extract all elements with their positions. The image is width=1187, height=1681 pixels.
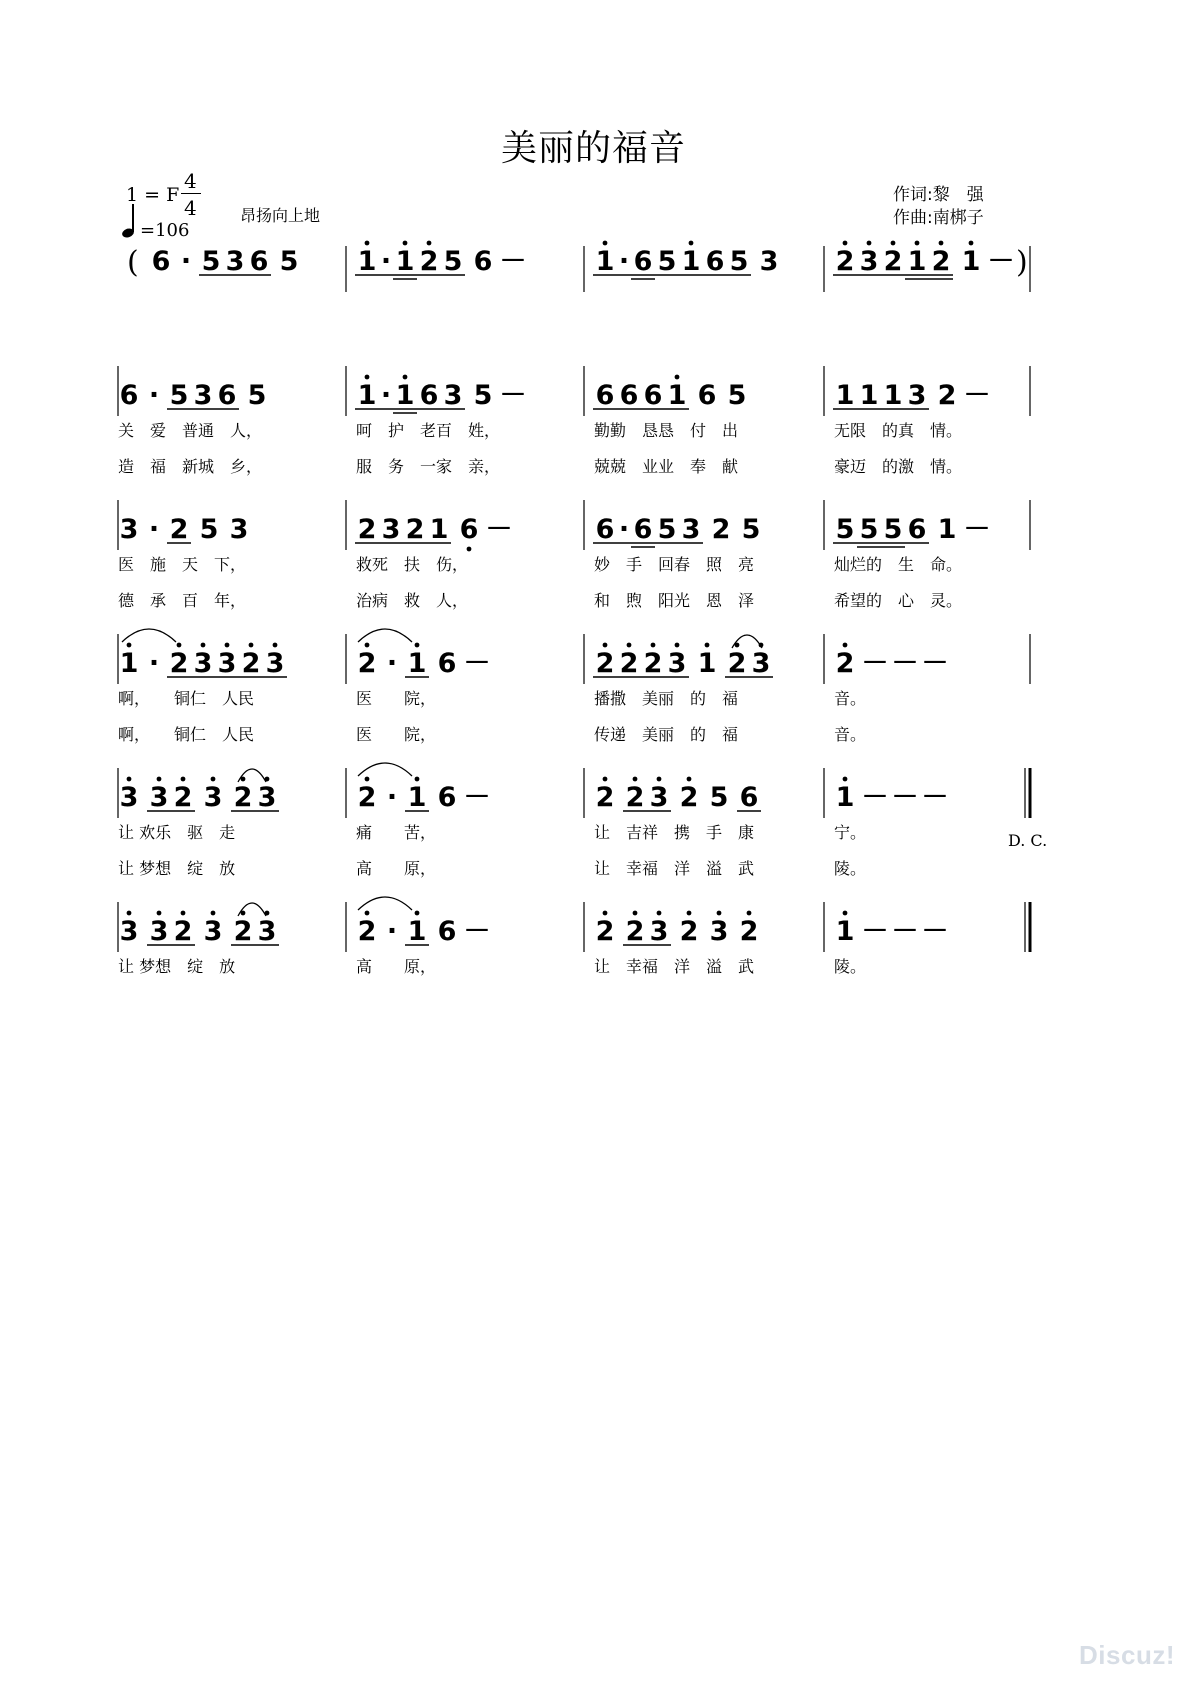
note-digit: 3 xyxy=(381,514,401,545)
lyric-line: 兢兢 业业 奉 献 xyxy=(594,457,739,476)
lyricist-credit: 作词:黎 强 xyxy=(893,185,984,205)
note-digit: 1 xyxy=(961,246,981,277)
octave-high-dot xyxy=(365,911,370,916)
note-digit: 5 xyxy=(201,246,221,277)
octave-high-dot xyxy=(603,643,608,648)
note-digit: 3 xyxy=(443,380,463,411)
note-digit: 5 xyxy=(859,514,879,545)
note-digit: 3 xyxy=(229,514,249,545)
note-digit: 1 xyxy=(907,246,927,277)
note-digit: 5 xyxy=(835,514,855,545)
note-digit: 3 xyxy=(681,514,701,545)
note-digit: 5 xyxy=(199,514,219,545)
octave-high-dot xyxy=(675,643,680,648)
note-digit: 1 xyxy=(681,246,701,277)
dash-mark: － xyxy=(963,514,991,545)
note-digit: 6 xyxy=(419,380,439,411)
note-digit: 3 xyxy=(265,648,285,679)
augmentation-dot: · xyxy=(148,380,160,411)
dash-mark: － xyxy=(963,380,991,411)
octave-high-dot xyxy=(689,241,694,246)
augmentation-dot: · xyxy=(148,514,160,545)
note-digit: 1 xyxy=(429,514,449,545)
octave-high-dot xyxy=(225,643,230,648)
lyric-line: 高 原， xyxy=(356,859,437,878)
lyric-line: 医 院， xyxy=(356,725,437,744)
note-digit: 6 xyxy=(249,246,269,277)
lyric-line: 豪迈 的激 情。 xyxy=(834,457,963,476)
octave-high-dot xyxy=(657,911,662,916)
note-digit: 2 xyxy=(357,648,377,679)
dash-mark: － xyxy=(891,782,919,813)
lyric-line: 希望的 心 灵。 xyxy=(834,591,963,610)
octave-high-dot xyxy=(177,643,182,648)
octave-high-dot xyxy=(157,777,162,782)
octave-high-dot xyxy=(365,777,370,782)
note-digit: 6 xyxy=(619,380,639,411)
note-digit: 2 xyxy=(835,246,855,277)
dash-mark: － xyxy=(891,916,919,947)
lyric-line: 造 福 新城 乡， xyxy=(118,457,263,476)
lyric-line: 治病 救 人， xyxy=(356,591,469,610)
note-digit: 1 xyxy=(835,380,855,411)
lyric-line: 让 梦想 绽 放 xyxy=(118,859,236,878)
octave-high-dot xyxy=(273,643,278,648)
note-digit: 6 xyxy=(739,782,759,813)
octave-high-dot xyxy=(687,911,692,916)
note-digit: 2 xyxy=(357,514,377,545)
note-digit: 2 xyxy=(883,246,903,277)
octave-high-dot xyxy=(915,241,920,246)
intro-open-paren: ( xyxy=(127,245,139,280)
octave-high-dot xyxy=(747,911,752,916)
lyric-line: 呵 护 老百 姓， xyxy=(356,421,501,440)
note-digit: 2 xyxy=(419,246,439,277)
tempo-marking: =106 xyxy=(140,220,190,241)
note-digit: 3 xyxy=(751,648,771,679)
note-digit: 5 xyxy=(279,246,299,277)
dash-mark: － xyxy=(499,380,527,411)
note-digit: 1 xyxy=(595,246,615,277)
lyric-line: 德 承 百 年， xyxy=(118,591,247,610)
note-digit: 1 xyxy=(357,246,377,277)
octave-high-dot xyxy=(415,643,420,648)
lyric-line: 服 务 一家 亲， xyxy=(356,457,501,476)
note-digit: 6 xyxy=(437,782,457,813)
slur-arc xyxy=(358,629,412,642)
watermark-logo: Discuz! xyxy=(1079,1640,1175,1670)
note-digit: 6 xyxy=(633,514,653,545)
lyric-line: 高 原， xyxy=(356,957,437,976)
note-digit: 5 xyxy=(473,380,493,411)
note-digit: 3 xyxy=(759,246,779,277)
lyric-line: 音。 xyxy=(834,725,867,744)
octave-high-dot xyxy=(127,911,132,916)
note-digit: 6 xyxy=(907,514,927,545)
note-digit: 1 xyxy=(357,380,377,411)
octave-low-dot xyxy=(467,547,472,552)
note-digit: 5 xyxy=(729,246,749,277)
note-digit: 3 xyxy=(649,916,669,947)
octave-high-dot xyxy=(603,241,608,246)
note-digit: 1 xyxy=(395,380,415,411)
lyric-line: 痛 苦， xyxy=(356,823,437,842)
dash-mark: － xyxy=(921,782,949,813)
note-digit: 3 xyxy=(709,916,729,947)
octave-high-dot xyxy=(157,911,162,916)
time-signature-bottom: 4 xyxy=(184,196,197,220)
note-digit: 3 xyxy=(149,916,169,947)
octave-high-dot xyxy=(127,777,132,782)
time-signature-top: 4 xyxy=(184,169,197,193)
octave-high-dot xyxy=(181,777,186,782)
octave-high-dot xyxy=(181,911,186,916)
octave-high-dot xyxy=(211,777,216,782)
lyric-line: 音。 xyxy=(834,689,867,708)
note-digit: 3 xyxy=(119,916,139,947)
note-digit: 6 xyxy=(697,380,717,411)
note-digit: 3 xyxy=(119,514,139,545)
dash-mark: － xyxy=(921,648,949,679)
octave-high-dot xyxy=(427,241,432,246)
lyric-line: 妙 手 回春 照 亮 xyxy=(594,555,755,574)
octave-high-dot xyxy=(717,911,722,916)
note-digit: 5 xyxy=(709,782,729,813)
note-digit: 1 xyxy=(859,380,879,411)
expression-mark: 昂扬向上地 xyxy=(240,206,321,225)
octave-high-dot xyxy=(843,777,848,782)
augmentation-dot: · xyxy=(386,782,398,813)
note-digit: 3 xyxy=(649,782,669,813)
note-digit: 1 xyxy=(697,648,717,679)
slur-arc xyxy=(358,763,412,776)
note-digit: 5 xyxy=(657,246,677,277)
lyric-line: 灿烂的 生 命。 xyxy=(834,555,963,574)
note-digit: 3 xyxy=(257,782,277,813)
key-signature: 1 = F xyxy=(126,184,180,206)
note-digit: 3 xyxy=(149,782,169,813)
note-digit: 5 xyxy=(657,514,677,545)
da-capo-mark: D. C. xyxy=(1008,831,1048,850)
note-digit: 6 xyxy=(643,380,663,411)
note-digit: 6 xyxy=(473,246,493,277)
lyric-line: 医 院， xyxy=(356,689,437,708)
augmentation-dot: · xyxy=(380,246,392,277)
lyric-line: 啊， 铜仁 人民 xyxy=(118,725,255,744)
note-digit: 5 xyxy=(247,380,267,411)
dash-mark: － xyxy=(463,916,491,947)
lyric-line: 啊， 铜仁 人民 xyxy=(118,689,255,708)
note-digit: 5 xyxy=(169,380,189,411)
lyric-line: 宁。 xyxy=(834,823,867,842)
note-digit: 6 xyxy=(119,380,139,411)
note-digit: 6 xyxy=(595,380,615,411)
note-digit: 2 xyxy=(931,246,951,277)
note-digit: 2 xyxy=(727,648,747,679)
note-digit: 2 xyxy=(679,782,699,813)
note-digit: 2 xyxy=(595,782,615,813)
note-digit: 3 xyxy=(225,246,245,277)
note-digit: 2 xyxy=(937,380,957,411)
composer-credit: 作曲:南梆子 xyxy=(893,208,984,228)
dash-mark: － xyxy=(861,916,889,947)
lyric-line: 让 幸福 洋 溢 武 xyxy=(594,859,755,878)
octave-high-dot xyxy=(365,643,370,648)
note-digit: 6 xyxy=(217,380,237,411)
note-digit: 5 xyxy=(883,514,903,545)
octave-high-dot xyxy=(365,241,370,246)
note-digit: 3 xyxy=(203,916,223,947)
octave-high-dot xyxy=(249,643,254,648)
lyric-line: 播撒 美丽 的 福 xyxy=(594,689,739,708)
note-digit: 3 xyxy=(119,782,139,813)
augmentation-dot: · xyxy=(386,916,398,947)
augmentation-dot: · xyxy=(618,246,630,277)
lyric-line: 陵。 xyxy=(834,859,867,878)
dash-mark: － xyxy=(861,782,889,813)
note-digit: 6 xyxy=(437,648,457,679)
note-digit: 3 xyxy=(859,246,879,277)
note-digit: 2 xyxy=(643,648,663,679)
dash-mark: － xyxy=(499,246,527,277)
note-digit: 2 xyxy=(679,916,699,947)
note-digit: 2 xyxy=(241,648,261,679)
octave-high-dot xyxy=(969,241,974,246)
note-digit: 6 xyxy=(595,514,615,545)
octave-high-dot xyxy=(365,375,370,380)
octave-high-dot xyxy=(603,911,608,916)
octave-high-dot xyxy=(657,777,662,782)
octave-high-dot xyxy=(705,643,710,648)
note-digit: 1 xyxy=(835,916,855,947)
note-digit: 3 xyxy=(907,380,927,411)
note-digit: 2 xyxy=(835,648,855,679)
lyric-line: 让 梦想 绽 放 xyxy=(118,957,236,976)
note-digit: 1 xyxy=(395,246,415,277)
lyric-line: 和 煦 阳光 恩 泽 xyxy=(594,591,755,610)
octave-high-dot xyxy=(891,241,896,246)
octave-high-dot xyxy=(633,777,638,782)
note-digit: 2 xyxy=(625,916,645,947)
octave-high-dot xyxy=(403,241,408,246)
note-digit: 2 xyxy=(173,916,193,947)
lyric-line: 无限 的真 情。 xyxy=(834,421,963,440)
dash-mark: － xyxy=(987,246,1015,277)
note-digit: 3 xyxy=(193,380,213,411)
dash-mark: － xyxy=(485,514,513,545)
note-digit: 2 xyxy=(625,782,645,813)
note-digit: 2 xyxy=(739,916,759,947)
note-digit: 2 xyxy=(233,782,253,813)
octave-high-dot xyxy=(627,643,632,648)
lyric-line: 医 施 天 下， xyxy=(118,555,247,574)
intro-close-paren: ) xyxy=(1016,245,1028,280)
octave-high-dot xyxy=(201,643,206,648)
note-digit: 2 xyxy=(619,648,639,679)
note-digit: 1 xyxy=(667,380,687,411)
note-digit: 2 xyxy=(595,648,615,679)
note-digit: 1 xyxy=(937,514,957,545)
octave-high-dot xyxy=(127,643,132,648)
slur-arc xyxy=(358,897,412,910)
note-digit: 5 xyxy=(443,246,463,277)
lyric-line: 救死 扶 伤， xyxy=(356,555,469,574)
octave-high-dot xyxy=(843,643,848,648)
note-digit: 2 xyxy=(405,514,425,545)
octave-high-dot xyxy=(867,241,872,246)
note-digit: 1 xyxy=(407,916,427,947)
note-digit: 3 xyxy=(257,916,277,947)
octave-high-dot xyxy=(415,911,420,916)
lyric-line: 陵。 xyxy=(834,957,867,976)
octave-high-dot xyxy=(211,911,216,916)
augmentation-dot: · xyxy=(386,648,398,679)
note-digit: 1 xyxy=(835,782,855,813)
note-digit: 1 xyxy=(407,782,427,813)
lyric-line: 勤勤 恳恳 付 出 xyxy=(594,421,739,440)
note-digit: 6 xyxy=(459,514,479,545)
octave-high-dot xyxy=(843,241,848,246)
augmentation-dot: · xyxy=(148,648,160,679)
note-digit: 6 xyxy=(705,246,725,277)
lyric-line: 传递 美丽 的 福 xyxy=(594,725,739,744)
octave-high-dot xyxy=(675,375,680,380)
note-digit: 2 xyxy=(233,916,253,947)
lyric-line: 让 幸福 洋 溢 武 xyxy=(594,957,755,976)
octave-high-dot xyxy=(403,375,408,380)
note-digit: 2 xyxy=(169,648,189,679)
note-digit: 6 xyxy=(437,916,457,947)
lyric-line: 关 爱 普通 人， xyxy=(118,421,263,440)
octave-high-dot xyxy=(415,777,420,782)
dash-mark: － xyxy=(463,648,491,679)
note-digit: 3 xyxy=(203,782,223,813)
lyric-line: 让 吉祥 携 手 康 xyxy=(594,823,755,842)
augmentation-dot: · xyxy=(180,246,192,277)
lyric-line: 让 欢乐 驱 走 xyxy=(118,823,236,842)
augmentation-dot: · xyxy=(380,380,392,411)
octave-high-dot xyxy=(651,643,656,648)
note-digit: 3 xyxy=(217,648,237,679)
note-digit: 5 xyxy=(741,514,761,545)
note-digit: 3 xyxy=(193,648,213,679)
note-digit: 2 xyxy=(357,916,377,947)
note-digit: 3 xyxy=(667,648,687,679)
song-title: 美丽的福音 xyxy=(500,128,686,169)
dash-mark: － xyxy=(891,648,919,679)
note-digit: 2 xyxy=(173,782,193,813)
octave-high-dot xyxy=(939,241,944,246)
note-digit: 1 xyxy=(407,648,427,679)
dash-mark: － xyxy=(921,916,949,947)
slur-arc xyxy=(122,629,176,642)
octave-high-dot xyxy=(687,777,692,782)
note-digit: 2 xyxy=(711,514,731,545)
octave-high-dot xyxy=(603,777,608,782)
note-digit: 6 xyxy=(151,246,171,277)
note-digit: 1 xyxy=(883,380,903,411)
octave-high-dot xyxy=(843,911,848,916)
dash-mark: － xyxy=(463,782,491,813)
note-digit: 5 xyxy=(727,380,747,411)
dash-mark: － xyxy=(861,648,889,679)
augmentation-dot: · xyxy=(618,514,630,545)
note-digit: 1 xyxy=(119,648,139,679)
note-digit: 2 xyxy=(357,782,377,813)
note-digit: 2 xyxy=(595,916,615,947)
note-digit: 2 xyxy=(169,514,189,545)
note-digit: 6 xyxy=(633,246,653,277)
octave-high-dot xyxy=(633,911,638,916)
